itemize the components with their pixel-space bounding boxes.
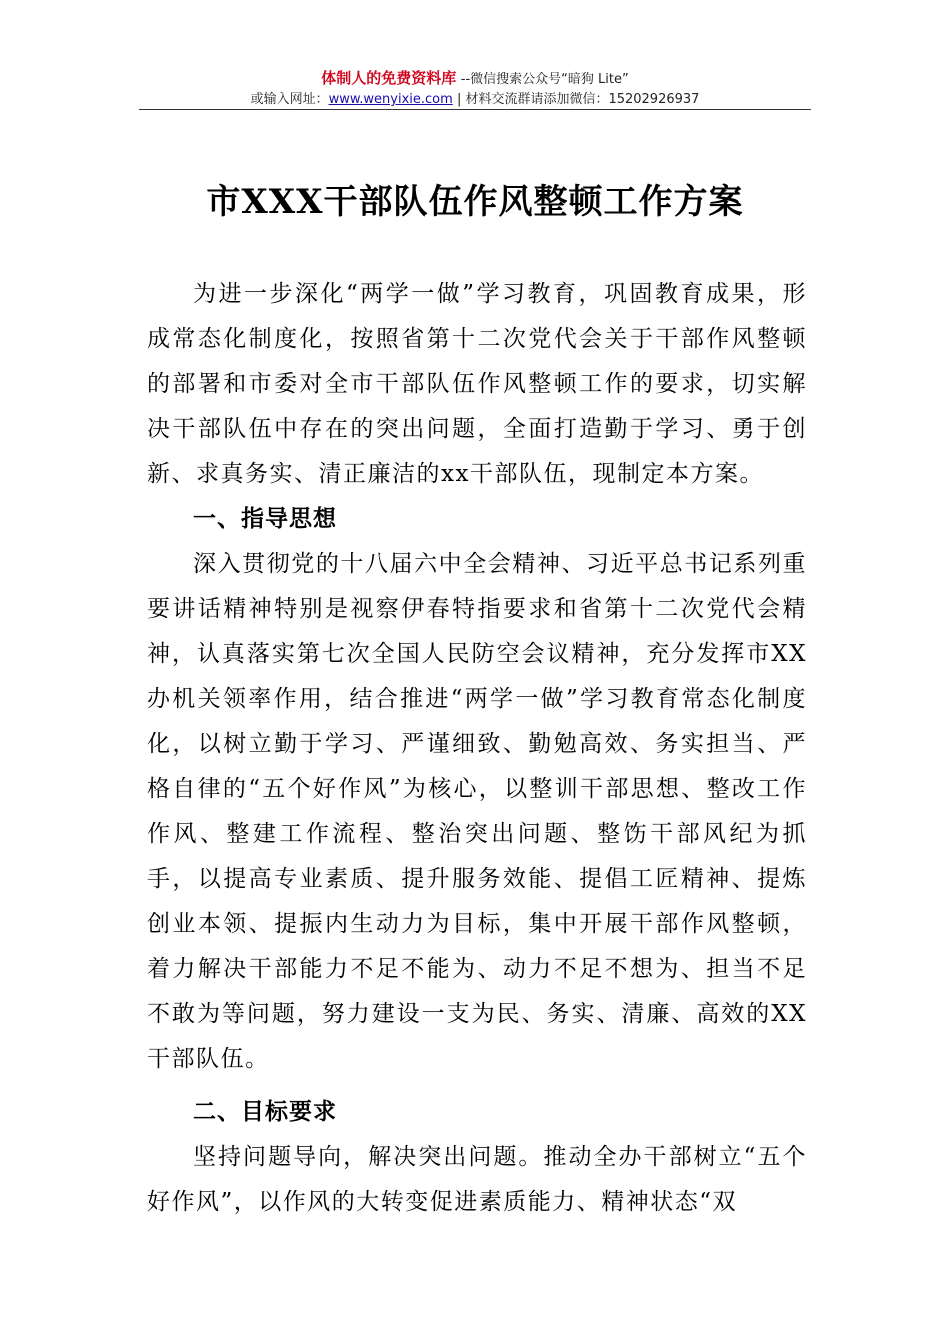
document-title: 市XXX干部队伍作风整顿工作方案 <box>206 182 744 222</box>
header-brand-line <box>0 68 950 90</box>
header-tagline: --微信搜索公众号“暗狗 Lite” <box>460 72 629 87</box>
header-url-prefix: 或输入网址： <box>250 92 329 107</box>
header-contact: | 材料交流群请添加微信：15202926937 <box>456 92 700 107</box>
header-contact-line <box>0 90 950 110</box>
section-heading-goals: 二、目标要求 <box>193 1099 337 1125</box>
section-heading-guiding-ideology: 一、指导思想 <box>193 506 337 532</box>
intro-paragraph: 为进一步深化“两学一做”学习教育，巩固教育成果，形成常态化制度化，按照省第十二次党代会关于干部作风整顿的部署和市委对全市干部队伍作风整顿工作的要求，切实解决干部队伍中存在的突出问题，全面打造勤于学习、勇于创新、求真务实、清正廉洁的xx干部队伍，现制定本方案。 <box>147 281 807 487</box>
header-brand: 体制人的免费资料库 <box>321 69 457 87</box>
page-header <box>0 68 950 110</box>
header-divider <box>139 109 811 110</box>
document-body <box>147 272 807 1225</box>
section-paragraph-guiding-ideology: 深入贯彻党的十八届六中全会精神、习近平总书记系列重要讲话精神特别是视察伊春特指要求和省第十二次党代会精神，认真落实第七次全国人民防空会议精神，充分发挥市XX办机关领率作用，结合推进“两学一做”学习教育常态化制度化，以树立勤于学习、严谨细致、勤勉高效、务实担当、严格自律的“五个好作风”为核心，以整训干部思想、整改工作作风、整建工作流程、整治突出问题、整饬干部风纪为抓手，以提高专业素质、提升服务效能、提倡工匠精神、提炼创业本领、提振内生动力为目标，集中开展干部作风整顿，着力解决干部能力不足不能为、动力不足不想为、担当不足不敢为等问题，努力建设一支为民、务实、清廉、高效的XX干部队伍。 <box>147 551 807 1072</box>
header-url-link[interactable]: www.wenyixie.com <box>328 92 453 107</box>
section-paragraph-goals: 坚持问题导向，解决突出问题。推动全办干部树立“五个好作风”，以作风的大转变促进素质能力、精神状态“双 <box>147 1144 807 1215</box>
